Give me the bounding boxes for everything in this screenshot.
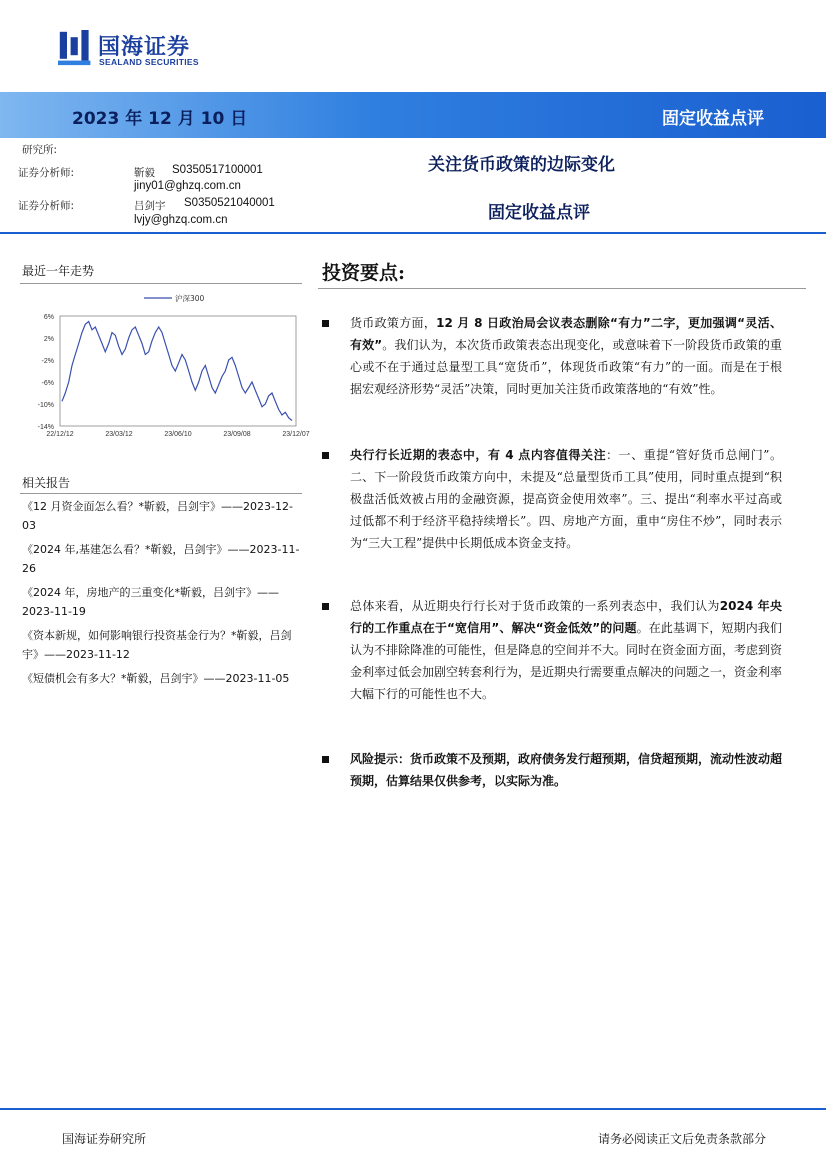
report-main-title: 关注货币政策的边际变化 xyxy=(428,155,615,175)
analyst-role-2: 证券分析师: xyxy=(18,200,75,212)
bullet-1-icon xyxy=(322,320,329,327)
related-item-2[interactable]: 《2024 年,基建怎么看？*靳毅，吕剑宇》——2023-11-26 xyxy=(22,543,300,575)
analyst-name-1: 靳毅 xyxy=(134,167,155,179)
chart-plot-frame xyxy=(60,316,296,426)
analyst-email-1[interactable]: jiny01@ghzq.com.cn xyxy=(134,180,241,192)
related-item-4[interactable]: 《资本新规，如何影响银行投资基金行为？*靳毅，吕剑宇》——2023-11-12 xyxy=(22,629,292,661)
logo-chinese-name: 国海证券 xyxy=(98,35,191,60)
related-divider xyxy=(20,493,302,494)
report-date: 2023 年 12 月 10 日 xyxy=(72,109,248,129)
analyst-cert-1: S0350517100001 xyxy=(172,164,263,176)
related-item-1[interactable]: 《12 月资金面怎么看？*靳毅，吕剑宇》——2023-12-03 xyxy=(22,500,293,532)
related-item-5[interactable]: 《短债机会有多大？*靳毅，吕剑宇》——2023-11-05 xyxy=(22,672,290,685)
chart-series-line xyxy=(62,322,292,421)
chart-y-tick-label: -2% xyxy=(41,358,54,365)
invest-para-3: 总体来看，从近期央行行长对于货币政策的一系列表态中，我们认为2024 年央行的工作重点在于“宽信用”、解决“资金低效”的问题。在此基调下，短期内我们认为不排除降准的可能性，但是降息的空间并不大。同时在资金面方面，考虑到资金利率过低会加剧空转套利行为，是近期央行需要重点解决的问题之一，资金利率大幅下行的可能性也不大。 xyxy=(350,599,783,701)
invest-para-2: 央行行长近期的表态中，有 4 点内容值得关注：一、重提“管好货币总闸门”。二、下一阶段货币政策方向中，未提及“总量型货币工具”使用，同时重点提到“积极盘活低效被占用的金融资源，提高资金使用效率”。三、提出“利率水平过高或过低都不利于经济平稳持续增长”。四、房地产方面，重申“房住不炒”，同时表示为“三大工程”提供中长期低成本资金支持。 xyxy=(350,448,782,550)
chart-y-tick-label: -10% xyxy=(37,402,54,409)
chart-legend-label: 沪深300 xyxy=(175,294,205,303)
chart-x-tick-label: 23/12/07 xyxy=(282,431,310,438)
trend-chart xyxy=(20,288,310,448)
footer-right: 请务必阅读正文后免责条款部分 xyxy=(597,1132,766,1146)
chart-y-tick-label: 2% xyxy=(43,336,54,343)
analyst-role-1: 证券分析师: xyxy=(18,167,75,179)
analyst-email-2[interactable]: lvjy@ghzq.com.cn xyxy=(134,214,228,226)
report-type: 固定收益点评 xyxy=(662,109,764,129)
logo-english-name: SEALAND SECURITIES xyxy=(99,57,199,67)
footer-divider xyxy=(0,1108,826,1110)
trend-divider xyxy=(20,283,302,284)
bullet-3-icon xyxy=(322,603,329,610)
analyst-name-2: 吕剑宇 xyxy=(134,200,166,212)
analyst-cert-2: S0350521040001 xyxy=(184,197,275,209)
invest-heading: 投资要点: xyxy=(322,262,406,284)
header-divider xyxy=(0,232,826,234)
invest-divider xyxy=(318,288,806,289)
chart-x-tick-label: 23/03/12 xyxy=(105,431,133,438)
chart-y-tick-label: 6% xyxy=(43,314,54,321)
trend-heading: 最近一年走势 xyxy=(22,264,95,278)
chart-y-tick-label: -6% xyxy=(41,380,54,387)
invest-para-4: 风险提示：货币政策不及预期，政府债务发行超预期，信贷超预期，流动性波动超预期，估算结果仅供参考，以实际为准。 xyxy=(350,752,783,788)
report-sub-title: 固定收益点评 xyxy=(488,203,590,223)
chart-y-tick-label: -14% xyxy=(37,424,54,431)
chart-x-tick-label: 22/12/12 xyxy=(46,431,74,438)
bullet-4-icon xyxy=(322,756,329,763)
related-heading: 相关报告 xyxy=(22,476,71,490)
chart-x-tick-label: 23/09/08 xyxy=(223,431,251,438)
sealand-logo-icon xyxy=(58,28,94,68)
bullet-2-icon xyxy=(322,452,329,459)
research-label: 研究所: xyxy=(22,144,58,156)
footer-left: 国海证券研究所 xyxy=(62,1132,147,1146)
invest-para-1: 货币政策方面，12 月 8 日政治局会议表态删除“有力”二字，更加强调“灵活、有效”。我们认为，本次货币政策表态出现变化，或意味着下一阶段货币政策的重心或不在于通过总量型工具“宽货币”，体现货币政策“有力”的一面。而是在于根据宏观经济形势“灵活”决策，同时更加关注货币政策落地的“有效”性。 xyxy=(350,316,782,396)
related-item-3[interactable]: 《2024 年，房地产的三重变化*靳毅，吕剑宇》——2023-11-19 xyxy=(22,586,279,618)
chart-x-tick-label: 23/06/10 xyxy=(164,431,192,438)
